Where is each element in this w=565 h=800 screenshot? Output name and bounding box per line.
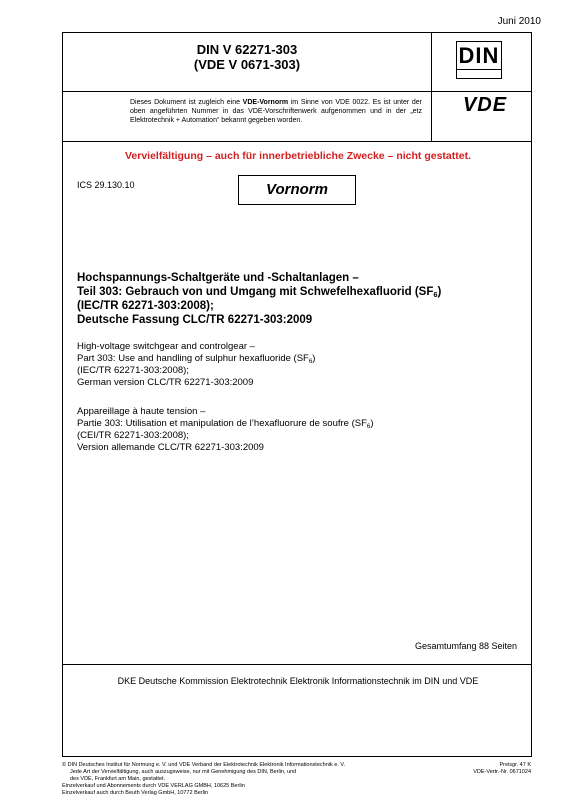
- divider-logo-column: [431, 33, 432, 141]
- vde-number: (VDE V 0671-303): [193, 57, 301, 72]
- title-german: Hochspannungs-Schaltgeräte und -Schaltanlagen – Teil 303: Gebrauch von und Umgang mit Schwefelhexafluorid (SF6) (IEC/TR 62271-303:2008); Deutsche Fassung CLC/TR 62271-303:2009: [77, 272, 442, 326]
- document-number: [63, 42, 431, 72]
- din-logo-text: DIN: [458, 43, 500, 68]
- din-number: DIN V 62271-303: [196, 42, 298, 57]
- din-logo: [456, 41, 502, 79]
- issue-date: Juni 2010: [497, 16, 541, 27]
- title-english: High-voltage switchgear and controlgear – Part 303: Use and handling of sulphur hexafluoride $(SF_6)$ (IEC/TR 62271-303:2008); German version CLC/TR 62271-303:2009: [77, 341, 316, 388]
- document-status: Vornorm: [238, 175, 356, 205]
- ics-code: ICS 29.130.10: [77, 180, 135, 190]
- divider-note: [63, 141, 531, 142]
- order-number: VDE-Vertr.-Nr. 0671024: [473, 769, 531, 775]
- footer-price: [431, 762, 531, 776]
- total-pages: Gesamtumfang 88 Seiten: [414, 641, 517, 651]
- divider-dke: [63, 664, 531, 665]
- vde-note: Dieses Dokument ist zugleich eine VDE-Vornorm im Sinne von VDE 0022. Es ist unter der oben angeführten Nummer in das VDE-Vorschriftenwerk aufgenommen und in der „etz Elektrotechnik + Automation“ bekannt gegeben worden.: [130, 99, 422, 124]
- divider-header: [63, 91, 531, 92]
- price-group: Preisgr. 47 K: [499, 762, 531, 768]
- dke-line: DKE Deutsche Kommission Elektrotechnik Elektronik Informationstechnik im DIN und VDE: [117, 676, 479, 686]
- cover-frame: [62, 32, 532, 757]
- footer-copyright: © DIN Deutsches Institut für Normung e. V. und VDE Verband der Elektrotechnik Elektronik Informationstechnik e. V. Jede Art der Vervielfältigung, auch auszugsweise, nur mit Genehmigung des DIN, Berlin, und des VDE, Frankfurt am Main, gestattet. Einzelverkauf und Abonnements durch VDE VERLAG GMBH, 10625 Berlin Einzelverkauf auch durch Beuth Verlag GmbH, 10772 Berlin: [62, 762, 346, 796]
- vde-logo: VDE: [462, 94, 508, 116]
- copy-warning: Vervielfältigung – auch für innerbetriebliche Zwecke – nicht gestattet.: [124, 150, 471, 162]
- title-french: Appareillage à haute tension – Partie 303: Utilisation et manipulation de l’hexafluorure de soufre $(SF_6)$ (CEI/TR 62271-303:2008); Version allemande CLC/TR 62271-303:2009: [77, 406, 374, 453]
